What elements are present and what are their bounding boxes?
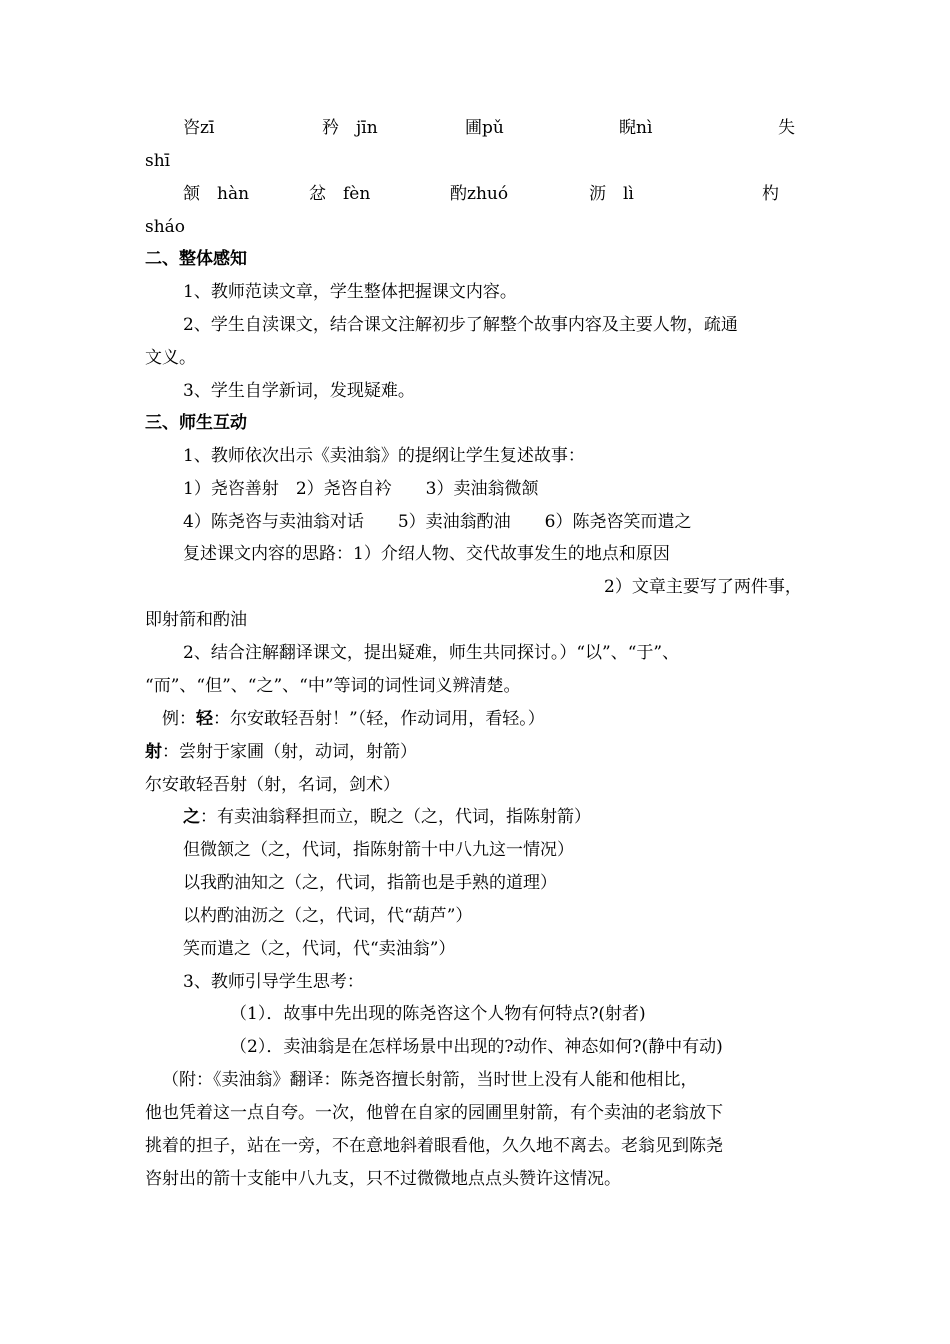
example-line <box>183 806 591 828</box>
outline-line: 1）尧咨善射 2）尧咨自衿 3）卖油翁微颔 <box>183 479 539 499</box>
paragraph: 2）文章主要写了两件事， <box>604 577 802 597</box>
example-line: 尔安敢轻吾射（射，名词，剑术） <box>145 775 400 795</box>
pinyin-word: 颔 hàn <box>183 184 250 204</box>
pinyin-word: 圃pǔ <box>465 118 504 138</box>
paragraph: 即射箭和酌油 <box>145 610 247 630</box>
pinyin-word: 沥 lì <box>589 184 634 204</box>
translation-line: 挑着的担子，站在一旁，不在意地斜着眼看他，久久地不离去。老翁见到陈尧 <box>145 1136 723 1156</box>
paragraph: 1、教师范读文章，学生整体把握课文内容。 <box>183 282 517 302</box>
example-text: ：有卖油翁释担而立，睨之（之，代词，指陈射箭） <box>200 807 591 827</box>
example-line: 以杓酌油沥之（之，代词，代“葫芦”） <box>183 906 473 926</box>
pinyin-word: 失 <box>778 118 795 138</box>
example-line: 以我酌油知之（之，代词，指箭也是手熟的道理） <box>183 873 557 893</box>
example-line: 笑而遣之（之，代词，代“卖油翁”） <box>183 939 456 959</box>
paragraph: 1、教师依次出示《卖油翁》的提纲让学生复述故事： <box>183 446 585 466</box>
pinyin-word: 睨nì <box>619 118 653 138</box>
section-heading: 二、整体感知 <box>145 249 247 269</box>
paragraph: 2、结合注解翻译课文，提出疑难，师生共同探讨。）“以”、“于”、 <box>183 643 680 663</box>
paragraph: 2、学生自渎课文，结合课文注解初步了解整个故事内容及主要人物，疏通 <box>183 315 738 335</box>
pinyin-word: 忿 fèn <box>309 184 371 204</box>
example-prefix: 例： <box>162 709 196 729</box>
example-line <box>145 741 417 763</box>
pinyin-word: 矜 jīn <box>322 118 378 138</box>
translation-line: 咨射出的箭十支能中八九支，只不过微微地点点头赞许这情况。 <box>145 1169 621 1189</box>
example-line <box>162 708 545 730</box>
pinyin-wrap: sháo <box>145 217 186 237</box>
paragraph: 3、教师引导学生思考： <box>183 972 364 992</box>
pinyin-word: 酌zhuó <box>450 184 509 204</box>
example-text: ：尔安敢轻吾射！”（轻，作动词用，看轻。） <box>213 709 545 729</box>
keyword: 轻 <box>196 709 213 729</box>
section-heading: 三、师生互动 <box>145 413 247 433</box>
keyword: 之 <box>183 807 200 827</box>
translation-line: （附：《卖油翁》翻译：陈尧咨擅长射箭，当时世上没有人能和他相比， <box>162 1070 698 1090</box>
question: （1）．故事中先出现的陈尧咨这个人物有何特点?(射者) <box>230 1004 646 1024</box>
paragraph: 3、学生自学新词，发现疑难。 <box>183 381 415 401</box>
outline-line: 4）陈尧咨与卖油翁对话 5）卖油翁酌油 6）陈尧咨笑而遣之 <box>183 512 692 532</box>
translation-line: 他也凭着这一点自夸。一次，他曾在自家的园圃里射箭，有个卖油的老翁放下 <box>145 1103 723 1123</box>
pinyin-word: 咨zī <box>183 118 215 138</box>
pinyin-wrap: shī <box>145 151 171 171</box>
paragraph: 文义。 <box>145 348 196 368</box>
question: （2）．卖油翁是在怎样场景中出现的?动作、神态如何?(静中有动) <box>230 1037 723 1057</box>
paragraph: 复述课文内容的思路：1）介绍人物、交代故事发生的地点和原因 <box>183 544 670 564</box>
pinyin-word: 杓 <box>762 184 779 204</box>
example-line: 但微颔之（之，代词，指陈射箭十中八九这一情况） <box>183 840 574 860</box>
keyword: 射 <box>145 742 162 762</box>
paragraph: “而”、“但”、“之”、“中”等词的词性词义辨清楚。 <box>145 676 521 696</box>
example-text: ：尝射于家圃（射，动词，射箭） <box>162 742 417 762</box>
